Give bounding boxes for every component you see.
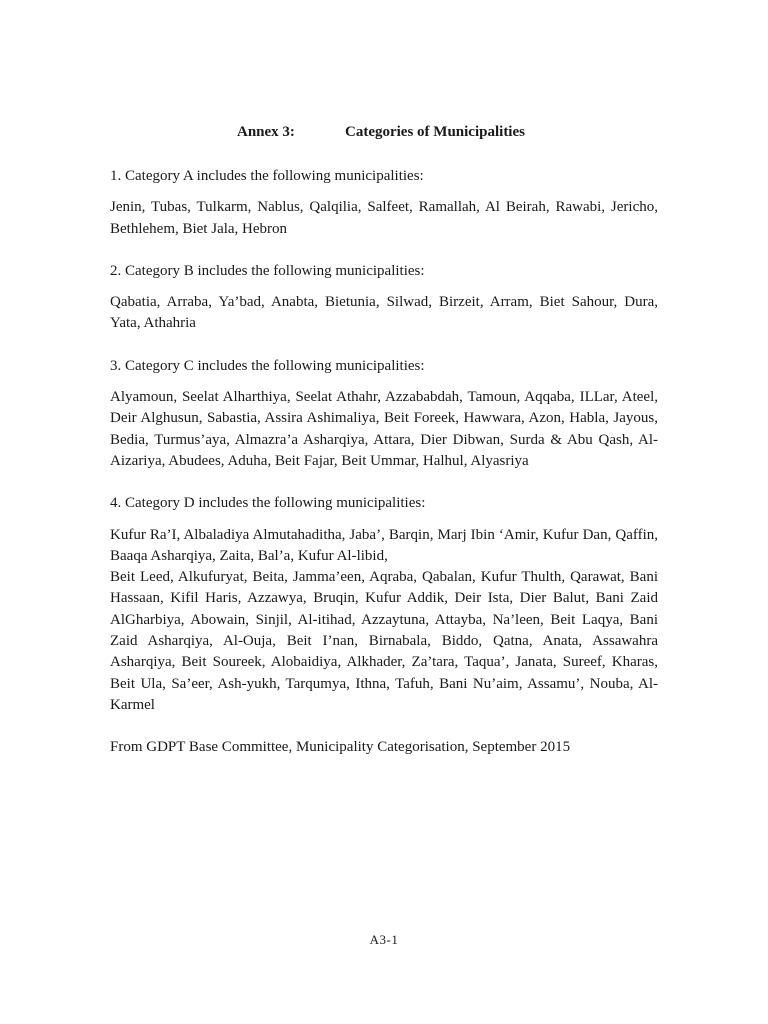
category-a-section bbox=[110, 166, 658, 240]
category-c-municipalities: Alyamoun, Seelat Alharthiya, Seelat Athahr, Azzababdah, Tamoun, Aqqaba, ILLar, Ateel, Deir Alghusun, Sabastia, Assira Ashimaliya, Beit Foreek, Hawwara, Azon, Habla, Jayous, Bedia, Turmus’aya, Almazra’a Asharqiya, Attara, Dier Dibwan, Surda & Abu Qash, Al-Aizariya, Abudees, Aduha, Beit Fajar, Beit Ummar, Halhul, Alyasriya bbox=[110, 389, 658, 469]
category-b-municipalities: Qabatia, Arraba, Ya’bad, Anabta, Bietunia, Silwad, Birzeit, Arram, Biet Sahour, Dura, Yata, Athahria bbox=[110, 294, 658, 332]
annex-label: Annex 3: bbox=[237, 124, 295, 140]
annex-title: Categories of Municipalities bbox=[345, 124, 525, 140]
document-body bbox=[110, 166, 658, 759]
source-citation: From GDPT Base Committee, Municipality Categorisation, September 2015 bbox=[110, 739, 571, 756]
category-c-list bbox=[110, 387, 658, 472]
category-d-municipalities-part-1: Kufur Ra’I, Albaladiya Almutahaditha, Jaba’, Barqin, Marj Ibin ‘Amir, Kufur Dan, Qaffin, Baaqa Asharqiya, Zaita, Bal’a, Kufur Al-libid, bbox=[110, 526, 658, 564]
category-c-heading: 3. Category C includes the following municipalities: bbox=[110, 357, 425, 374]
category-a-municipalities: Jenin, Tubas, Tulkarm, Nablus, Qalqilia, Salfeet, Ramallah, Al Beirah, Rawabi, Jericho, Bethlehem, Biet Jala, Hebron bbox=[110, 199, 658, 237]
category-d-list bbox=[110, 525, 658, 717]
category-d-heading: 4. Category D includes the following municipalities: bbox=[110, 495, 426, 512]
category-d-municipalities-part-2: Beit Leed, Alkufuryat, Beita, Jamma’een, Aqraba, Qabalan, Kufur Thulth, Qarawat, Bani Hassaan, Kifil Haris, Azzawya, Bruqin, Kufur Addik, Deir Ista, Dier Balut, Bani Zaid AlGharbiya, Abowain, Sinjil, Al-itihad, Azzaytuna, Attayba, Na’leen, Beit Laqya, Bani Zaid Asharqiya, Al-Ouja, Beit I’nan, Birnabala, Biddo, Qatna, Anata, Assawahra Asharqiya, Beit Soureek, Alobaidiya, Alkhader, Za’tara, Taqua’, Janata, Sureef, Kharas, Beit Ula, Sa’eer, Ash-yukh, Tarqumya, Ithna, Tafuh, Bani Nu’aim, Assamu’, Nouba, Al-Karmel bbox=[110, 569, 658, 713]
page-number: A3-1 bbox=[369, 932, 399, 947]
category-b-list bbox=[110, 292, 658, 335]
category-a-heading: 1. Category A includes the following municipalities: bbox=[110, 168, 424, 184]
category-a-list bbox=[110, 197, 658, 240]
category-c-section bbox=[110, 356, 658, 472]
category-b-section bbox=[110, 261, 658, 335]
category-d-section bbox=[110, 493, 658, 716]
category-b-heading: 2. Category B includes the following municipalities: bbox=[110, 262, 425, 279]
